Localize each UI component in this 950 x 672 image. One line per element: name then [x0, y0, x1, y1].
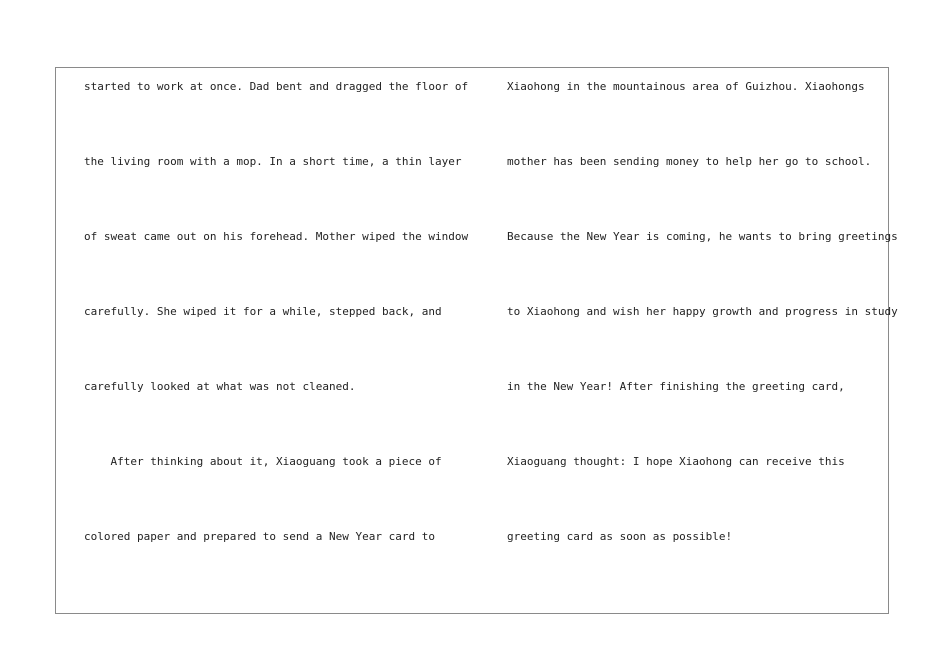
text-line: to Xiaohong and wish her happy growth and progress in study — [507, 305, 898, 318]
text-line: mother has been sending money to help her go to school. — [507, 155, 872, 168]
text-line: Xiaohong in the mountainous area of Guizhou. Xiaohongs — [507, 80, 865, 93]
text-line: of sweat came out on his forehead. Mother wiped the window — [84, 230, 469, 243]
text-line: carefully looked at what was not cleaned. — [84, 380, 356, 393]
text-line: in the New Year! After finishing the greeting card, — [507, 380, 845, 393]
text-line: greeting card as soon as possible! — [507, 530, 733, 543]
text-line-indented: After thinking about it, Xiaoguang took a piece of — [84, 455, 442, 468]
text-line: colored paper and prepared to send a New Year card to — [84, 530, 435, 543]
text-line: carefully. She wiped it for a while, stepped back, and — [84, 305, 442, 318]
text-line: the living room with a mop. In a short time, a thin layer — [84, 155, 462, 168]
text-line: Because the New Year is coming, he wants to bring greetings — [507, 230, 898, 243]
text-line: started to work at once. Dad bent and dragged the floor of — [84, 80, 469, 93]
text-line: Xiaoguang thought: I hope Xiaohong can receive this — [507, 455, 845, 468]
